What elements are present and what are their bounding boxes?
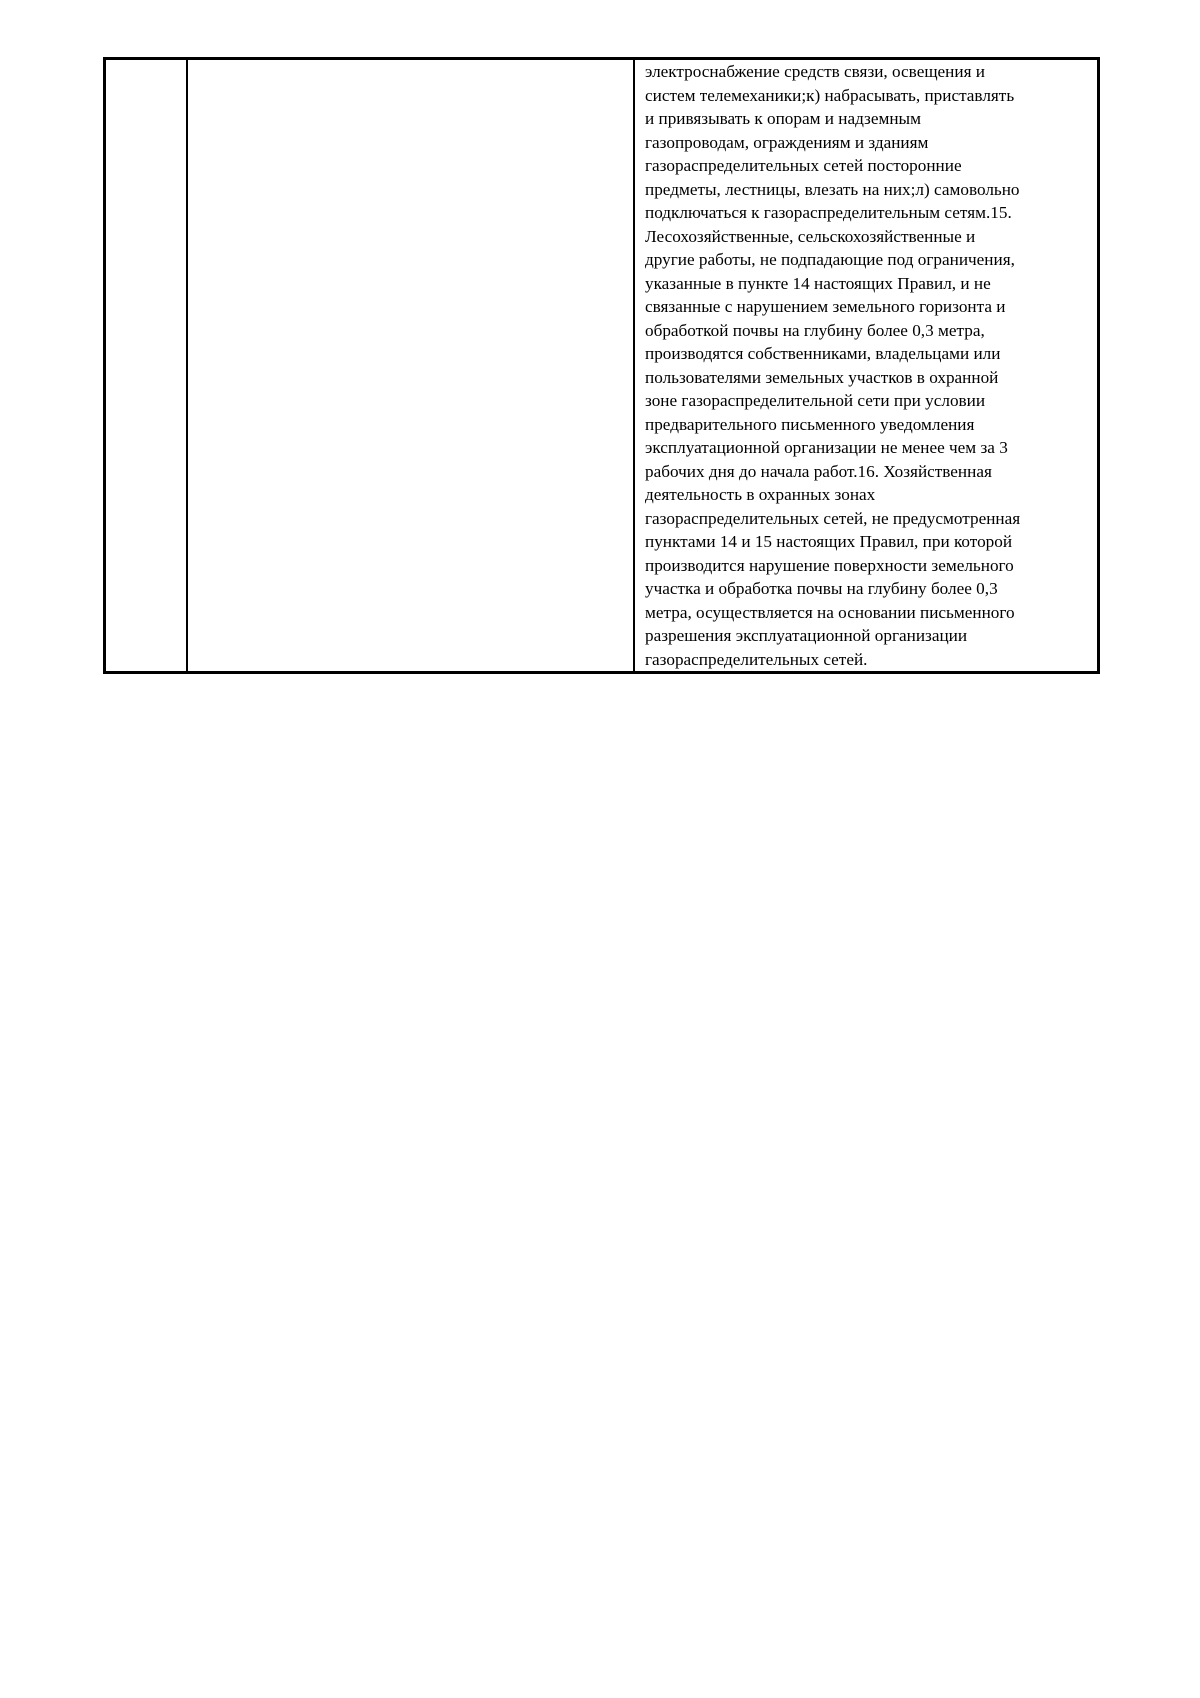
cell-text-description: электроснабжение средств связи, освещения и систем телемеханики;к) набрасывать, приставлять и привязывать к опорам и надземным газопроводам, ограждениям и зданиям газораспределительных сетей посторонние предметы, лестницы, влезать на них;л) самовольно подключаться к газораспределительным сетям.15. Лесохозяйственные, сельскохозяйственные и другие работы, не подпадающие под ограничения, указанные в пункте 14 настоящих Правил, и не связанные с нарушением земельного горизонта и обработкой почвы на глубину более 0,3 метра, производятся собственниками, владельцами или пользователями земельных участков в охранной зоне газораспределительной сети при условии предварительного письменного уведомления эксплуатационной организации не менее чем за 3 рабочих дня до начала работ.16. Хозяйственная деятельность в охранных зонах газораспределительных сетей, не предусмотренная пунктами 14 и 15 настоящих Правил, при которой производится нарушение поверхности земельного участка и обработка почвы на глубину более 0,3 метра, осуществляется на основании письменного разрешения эксплуатационной организации газораспределительных сетей.	[645, 62, 1021, 669]
table-cell-name	[187, 59, 634, 673]
table-row	[105, 59, 1099, 673]
table-cell-description	[634, 59, 1099, 673]
regulation-table	[103, 57, 1100, 674]
table-cell-number	[105, 59, 188, 673]
